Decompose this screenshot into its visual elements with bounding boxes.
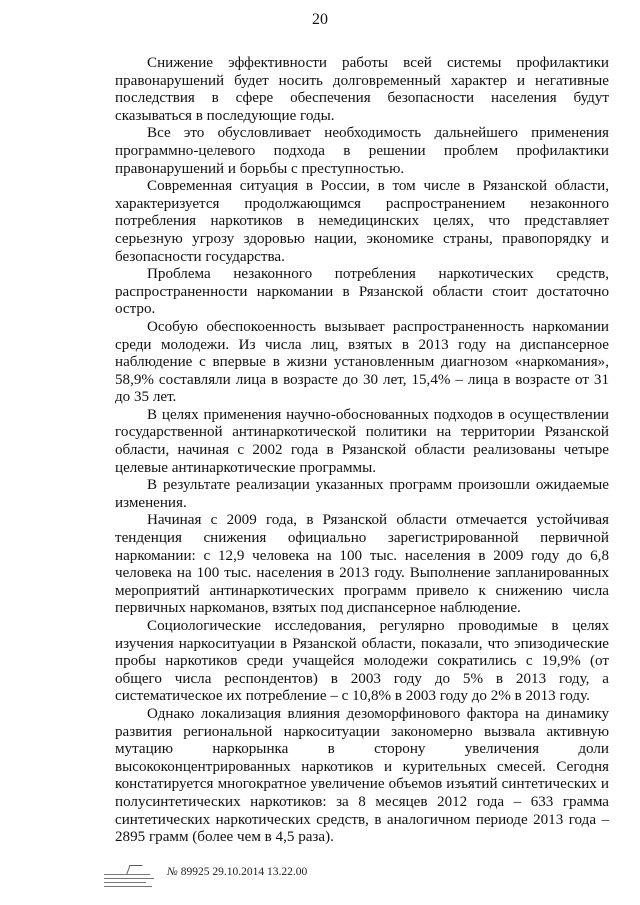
paragraph: Проблема незаконного потребления наркотических средств, распространенности наркомании в Рязанской области стоит достаточно остро. <box>115 266 609 318</box>
registration-text: 89925 29.10.2014 13.22.00 <box>180 866 308 878</box>
document-body <box>115 55 609 847</box>
number-sign: № <box>167 866 178 878</box>
paragraph: В целях применения научно-обоснованных подходов в осуществлении государственной антинаркотической политики на территории Рязанской области, начиная с 2002 года в Рязанской области реализованы четыре целевые антинаркотические программы. <box>115 406 609 476</box>
paragraph: Социологические исследования, регулярно проводимые в целях изучения наркоситуации в Рязанской области, показали, что эпизодические пробы наркотиков среди учащейся молодежи сократились с 19,9% (от общего числа респондентов) в 2003 году до 5% в 2013 году, а систематическое их потребление – с 10,8% в 2003 году до 2% в 2013 году. <box>115 618 609 705</box>
page-number: 20 <box>312 11 328 28</box>
paragraph: Особую обеспокоенность вызывает распространенность наркомании среди молодежи. Из числа лиц, взятых в 2013 году на диспансерное наблюдение с впервые в жизни установленным диагнозом «наркомания», 58,9% составляли лица в возрасте до 30 лет, 15,4% – лица в возрасте от 31 до 35 лет. <box>115 318 609 406</box>
paragraph: В результате реализации указанных программ произошли ожидаемые изменения. <box>115 477 609 511</box>
registration-number <box>167 866 307 878</box>
paragraph: Начиная с 2009 года, в Рязанской области отмечается устойчивая тенденция снижения официально зарегистрированной первичной наркомании: с 12,9 человека на 100 тыс. населения в 2009 году до 6,8 человека на 100 тыс. населения в 2013 году. Выполнение запланированных мероприятий антинаркотических программ привело к снижению числа первичных наркоманов, взятых под диспансерное наблюдение. <box>115 512 609 617</box>
paragraph: Все это обусловливает необходимость дальнейшего применения программно-целевого подхода в решении проблем профилактики правонарушений и борьбы с преступностью. <box>115 125 609 177</box>
registration-stamp-icon <box>98 862 160 890</box>
paragraph: Современная ситуация в России, в том числе в Рязанской области, характеризуется продолжающимся распространением незаконного потребления наркотиков в немедицинских целях, что представляет серьезную угрозу здоровью нации, экономике страны, правопорядку и безопасности государства. <box>115 178 609 265</box>
paragraph: Однако локализация влияния дезоморфинового фактора на динамику развития региональной наркоситуации закономерно вызвала активную мутацию наркорынка в сторону увеличения доли высококонцентрированных наркотиков и курительных смесей. Сегодня констатируется многократное увеличение объемов изъятий синтетических и полусинтетических наркотиков: за 8 месяцев 2012 года – 633 грамма синтетических наркотических средств, в аналогичном периоде 2013 года – 2895 грамм (более чем в 4,5 раза). <box>115 705 609 846</box>
paragraph: Снижение эффективности работы всей системы профилактики правонарушений будет носить долговременный характер и негативные последствия в сфере обеспечения безопасности населения будут сказываться в последующие годы. <box>115 55 609 124</box>
